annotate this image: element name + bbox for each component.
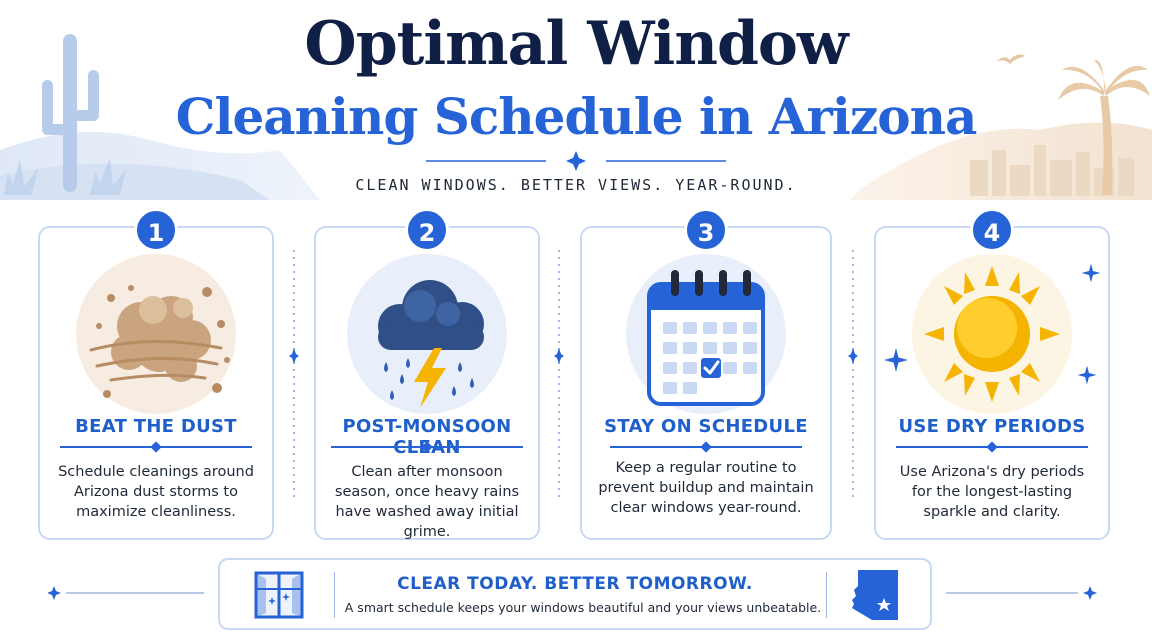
sparkle-icon	[1076, 364, 1098, 386]
card-divider	[610, 446, 802, 448]
tagline: CLEAN WINDOWS. BETTER VIEWS. YEAR-ROUND.	[355, 176, 797, 194]
page-title-line1: Optimal Window	[304, 9, 848, 79]
banner-subtitle: A smart schedule keeps your windows beautiful and your views unbeatable.	[344, 600, 822, 615]
card-description: Keep a regular routine to prevent buildup and maintain clear windows year-round.	[598, 460, 814, 516]
card-title: USE DRY PERIODS	[898, 416, 1086, 437]
card-divider	[60, 446, 252, 448]
card-post-monsoon-clean	[314, 219, 540, 540]
banner-side-line-right	[946, 585, 1098, 601]
card-description: Schedule cleanings around Arizona dust storms to maximize cleanliness.	[58, 464, 254, 520]
sun-icon	[907, 248, 1077, 418]
title-divider	[426, 150, 726, 174]
card-beat-the-dust	[38, 219, 274, 540]
banner-title: CLEAR TODAY. BETTER TOMORROW.	[397, 574, 753, 594]
card-divider	[896, 446, 1088, 448]
page-title-line2: Cleaning Schedule in Arizona	[175, 87, 977, 146]
card-use-dry-periods	[874, 219, 1110, 540]
step-badge: 4	[970, 208, 1014, 252]
sparkle-icon	[1080, 262, 1102, 284]
banner-side-line-left	[48, 585, 204, 601]
banner-separator	[826, 572, 827, 618]
step-badge: 2	[405, 208, 449, 252]
card-title: POST-MONSOON	[342, 416, 512, 437]
arizona-map-icon	[848, 566, 908, 624]
window-icon	[252, 569, 306, 621]
banner-separator	[334, 572, 335, 618]
dotted-connector	[554, 250, 564, 500]
card-stay-on-schedule	[580, 219, 832, 540]
step-badge: 3	[684, 208, 728, 252]
dust-storm-icon	[71, 248, 241, 418]
calendar-icon	[621, 248, 791, 418]
card-title: STAY ON SCHEDULE	[604, 416, 808, 437]
card-divider	[331, 446, 523, 448]
storm-cloud-icon	[342, 248, 512, 418]
dotted-connector	[848, 250, 858, 500]
sparkle-icon	[882, 346, 910, 374]
card-description: Clean after monsoon season, once heavy rains have washed away initial grime.	[334, 464, 520, 540]
card-description: Use Arizona's dry periods for the longest-lasting sparkle and clarity.	[899, 464, 1085, 520]
bottom-banner	[218, 558, 932, 630]
card-title: BEAT THE DUST	[75, 416, 237, 437]
step-badge: 1	[134, 208, 178, 252]
dotted-connector	[289, 250, 299, 500]
